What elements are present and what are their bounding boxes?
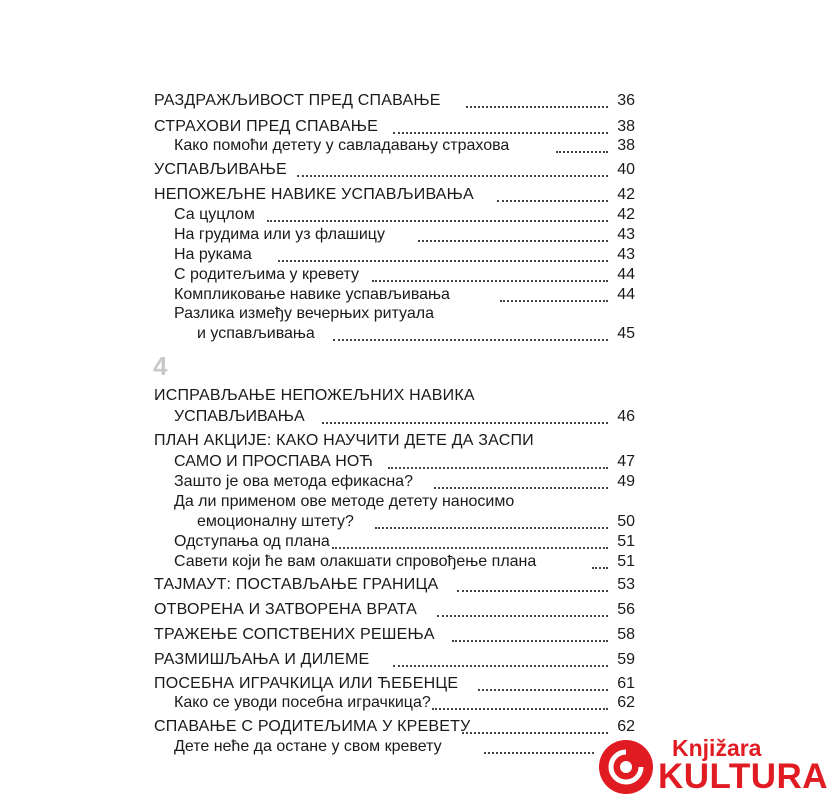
toc-entry-label: Како се уводи посебна играчкица? [174, 694, 431, 711]
dot-leader [375, 527, 608, 529]
toc-page-number: 44 [617, 266, 635, 283]
toc-page-number: 59 [617, 651, 635, 668]
dot-leader [388, 467, 608, 469]
toc-page-number: 40 [617, 161, 635, 178]
logo-text-top: Knjižara [672, 735, 762, 761]
toc-entry [0, 303, 800, 325]
toc-entry-label: Одступања од плана [174, 533, 330, 550]
chapter-number: 4 [153, 351, 168, 381]
toc-entry-label: Разлика између вечерњих ритуала [174, 305, 434, 322]
toc-entry-label: СПАВАЊЕ С РОДИТЕЉИМА У КРЕВЕТУ [154, 718, 471, 735]
dot-leader [267, 220, 608, 222]
toc-entry [0, 451, 800, 473]
toc-entry [0, 323, 800, 345]
toc-entry [0, 649, 800, 671]
toc-page-number: 38 [617, 137, 635, 154]
dot-leader [497, 200, 608, 202]
toc-page-number: 43 [617, 246, 635, 263]
toc-entry [0, 430, 800, 452]
dot-leader [278, 260, 608, 262]
toc-entry-label: УСПАВЉИВАЊА [174, 408, 305, 425]
toc-entry-label: ТРАЖЕЊЕ СОПСТВЕНИХ РЕШЕЊА [154, 626, 435, 643]
toc-page-number: 44 [617, 286, 635, 303]
toc-entry [0, 471, 800, 493]
dot-leader [322, 422, 608, 424]
toc-page-number: 36 [617, 92, 635, 109]
toc-entry [0, 406, 800, 428]
toc-page-number: 45 [617, 325, 635, 342]
dot-leader [372, 280, 608, 282]
toc-entry-label: С родитељима у кревету [174, 266, 359, 283]
toc-entry-label: УСПАВЉИВАЊЕ [154, 161, 287, 178]
toc-entry [0, 599, 800, 621]
toc-page-number: 61 [617, 675, 635, 692]
toc-page-number: 43 [617, 226, 635, 243]
toc-page-number: 47 [617, 453, 635, 470]
dot-leader [332, 547, 608, 549]
toc-entry [0, 224, 800, 246]
dot-leader [592, 567, 608, 569]
toc-page-number: 42 [617, 206, 635, 223]
dot-leader [432, 708, 608, 710]
dot-leader [462, 732, 608, 734]
toc-page-number: 58 [617, 626, 635, 643]
toc-entry-label: ОТВОРЕНА И ЗАТВОРЕНА ВРАТА [154, 601, 418, 618]
toc-entry [0, 491, 800, 513]
dot-leader [297, 175, 608, 177]
toc-entry-label: На грудима или уз флашицу [174, 226, 385, 243]
toc-page-number: 50 [617, 513, 635, 530]
toc-entry-label: Са цуцлом [174, 206, 255, 223]
dot-leader [500, 300, 608, 302]
toc-entry-label: РАЗМИШЉАЊА И ДИЛЕМЕ [154, 651, 370, 668]
dot-leader [452, 640, 608, 642]
toc-entry [0, 692, 800, 714]
toc-entry-label: СТРАХОВИ ПРЕД СПАВАЊЕ [154, 118, 378, 135]
toc-page-number: 56 [617, 601, 635, 618]
dot-leader [333, 339, 608, 341]
toc-entry-label: На рукама [174, 246, 252, 263]
dot-leader [393, 665, 608, 667]
toc-page-number: 51 [617, 553, 635, 570]
dot-leader [478, 689, 608, 691]
dot-leader [484, 752, 594, 754]
toc-entry-label: ТАЈМАУТ: ПОСТАВЉАЊЕ ГРАНИЦА [154, 576, 439, 593]
toc-page-number: 42 [617, 186, 635, 203]
toc-entry-label: ИСПРАВЉАЊЕ НЕПОЖЕЉНИХ НАВИКА [154, 387, 475, 404]
toc-entry-label: Зашто је ова метода ефикасна? [174, 473, 413, 490]
toc-entry [0, 385, 800, 407]
dot-leader [457, 590, 608, 592]
toc-page-number: 62 [617, 718, 635, 735]
toc-page-number: 62 [617, 694, 635, 711]
dot-leader [556, 151, 608, 153]
logo-text-bottom: KULTURA [658, 757, 828, 796]
toc-entry [0, 204, 800, 226]
toc-page-number: 38 [617, 118, 635, 135]
dot-leader [434, 487, 608, 489]
toc-entry-label: ПОСЕБНА ИГРАЧКИЦА ИЛИ ЋЕБЕНЦЕ [154, 675, 459, 692]
logo-emblem-icon [598, 739, 654, 795]
toc-entry-label: Да ли применом ове методе детету наносимо [174, 493, 515, 510]
toc-entry-label: Дете неће да остане у свом кревету [174, 738, 442, 755]
toc-entry [0, 574, 800, 596]
toc-entry-label: ПЛАН АКЦИЈЕ: КАКО НАУЧИТИ ДЕТЕ ДА ЗАСПИ [154, 432, 534, 449]
dot-leader [418, 240, 608, 242]
toc-entry [0, 511, 800, 533]
toc-entry-label: Компликовање навике успављивања [174, 286, 450, 303]
toc-entry [0, 135, 800, 157]
toc-entry-label: НЕПОЖЕЉНЕ НАВИКЕ УСПАВЉИВАЊА [154, 186, 474, 203]
toc-entry [0, 551, 800, 573]
toc-page-number: 51 [617, 533, 635, 550]
toc-page-number: 46 [617, 408, 635, 425]
toc-page-number: 53 [617, 576, 635, 593]
toc-entry-label: САМО И ПРОСПАВА НОЋ [174, 453, 373, 470]
dot-leader [437, 615, 608, 617]
toc-page-number: 49 [617, 473, 635, 490]
toc-entry [0, 531, 800, 553]
toc-entry [0, 90, 800, 112]
dot-leader [393, 132, 608, 134]
toc-entry [0, 264, 800, 286]
toc-entry [0, 184, 800, 206]
toc-entry-label: Савети који ће вам олакшати спровођење плана [174, 553, 537, 570]
toc-entry-label: и успављивања [197, 325, 315, 342]
toc-entry [0, 244, 800, 266]
toc-entry-label: РАЗДРАЖЉИВОСТ ПРЕД СПАВАЊЕ [154, 92, 441, 109]
dot-leader [466, 106, 608, 108]
toc-entry [0, 159, 800, 181]
toc-entry [0, 624, 800, 646]
toc-entry-label: Како помоћи детету у савладавању страхова [174, 137, 510, 154]
toc-entry-label: емоционалну штету? [197, 513, 354, 530]
